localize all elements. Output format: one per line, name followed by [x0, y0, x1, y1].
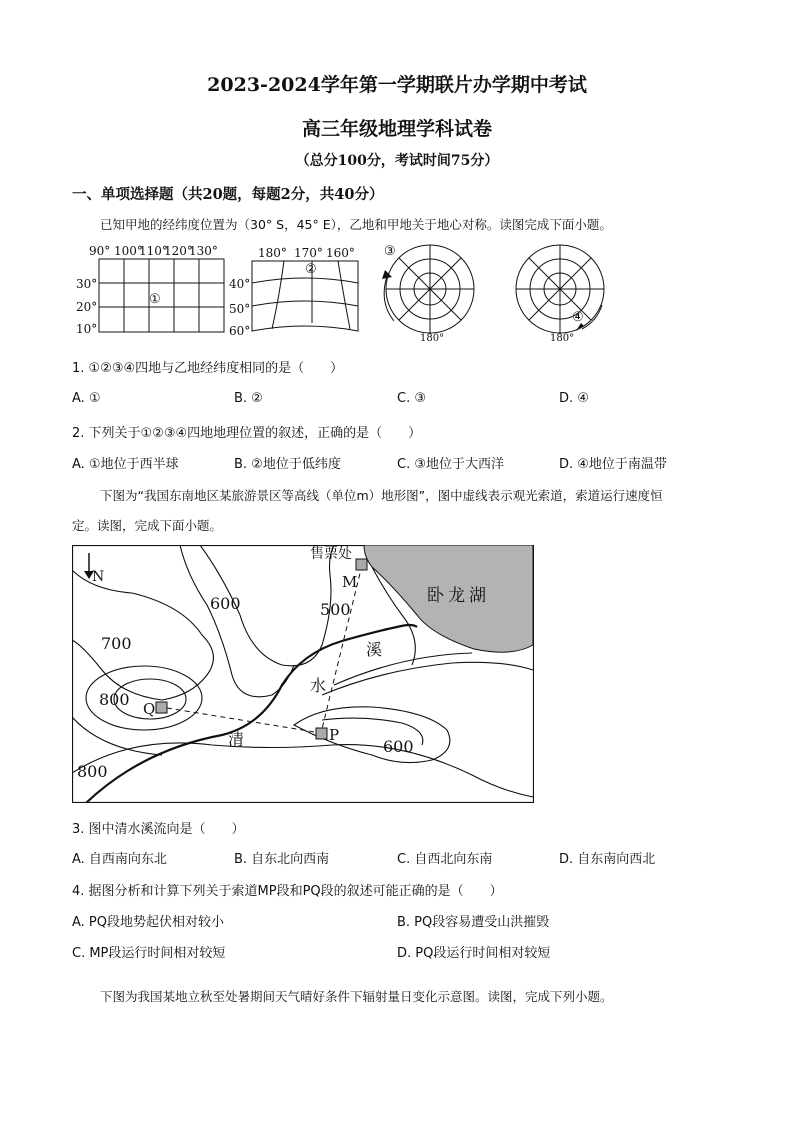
point-q-label: Q: [143, 700, 156, 718]
contour-label: 600: [210, 594, 241, 613]
grid1-top-label: 110°: [139, 244, 168, 258]
north-label: N: [92, 569, 105, 585]
grid1-top-label: 130°: [189, 244, 218, 258]
q1-option-b[interactable]: B. ②: [234, 391, 263, 406]
intro-paragraph-3: 下图为我国某地立秋至处暑期间天气晴好条件下辐射量日变化示意图。读图，完成下列小题。: [100, 989, 613, 1004]
marker-4: ④: [572, 310, 584, 325]
q1-option-a[interactable]: A. ①: [72, 391, 101, 406]
grid1-left-label: 20°: [76, 300, 98, 314]
contour-map: [72, 545, 534, 803]
marker-3: ③: [384, 244, 396, 259]
stream-char-2: 水: [310, 676, 327, 695]
q2-option-a[interactable]: A. ①地位于西半球: [72, 457, 179, 472]
q4-option-d[interactable]: D. PQ段运行时间相对较短: [397, 946, 551, 961]
point-p-label: P: [329, 726, 340, 744]
marker-2: ②: [305, 262, 317, 277]
station-q: [156, 702, 167, 713]
station-m: [356, 559, 367, 570]
contour-label: 800: [99, 690, 130, 709]
grid1-top-label: 100°: [114, 244, 143, 258]
question-2: 2. 下列关于①②③④四地地理位置的叙述，正确的是（ ）: [72, 426, 422, 441]
exam-title: 2023-2024学年第一学期联片办学期中考试: [207, 74, 587, 96]
question-1: 1. ①②③④四地与乙地经纬度相同的是（ ）: [72, 361, 344, 376]
ticket-office-label: 售票处: [310, 546, 352, 562]
point-m-label: M: [342, 573, 358, 591]
grid-map-1: [99, 259, 224, 332]
section-heading: 一、单项选择题（共20题，每题2分，共40分）: [72, 186, 384, 203]
q4-option-b[interactable]: B. PQ段容易遭受山洪摧毁: [397, 915, 550, 930]
grid2-left-label: 40°: [229, 277, 251, 291]
intro-paragraph-2-cont: 定。读图，完成下面小题。: [72, 518, 223, 533]
grid2-top-label: 170°: [294, 246, 323, 260]
contour-label: 700: [101, 634, 132, 653]
polar-map-1: [384, 245, 474, 333]
contour-label: 800: [77, 762, 108, 781]
grid2-top-label: 160°: [326, 246, 355, 260]
contour-label: 600: [383, 737, 414, 756]
lake-label: 卧龙湖: [427, 586, 490, 606]
q1-option-c[interactable]: C. ③: [397, 391, 426, 406]
grid2-left-label: 60°: [229, 324, 251, 338]
question-3: 3. 图中清水溪流向是（ ）: [72, 822, 245, 837]
grid1-top-label: 90°: [89, 244, 111, 258]
station-p: [316, 728, 327, 739]
q2-option-d[interactable]: D. ④地位于南温带: [559, 457, 667, 472]
q4-option-c[interactable]: C. MP段运行时间相对较短: [72, 946, 226, 961]
q3-option-b[interactable]: B. 自东北向西南: [234, 852, 330, 867]
q3-option-d[interactable]: D. 自东南向西北: [559, 852, 656, 867]
grid2-left-label: 50°: [229, 302, 251, 316]
grid1-left-label: 30°: [76, 277, 98, 291]
q3-option-c[interactable]: C. 自西北向东南: [397, 852, 493, 867]
contour-label: 500: [320, 600, 351, 619]
marker-1: ①: [149, 292, 161, 307]
exam-note: （总分100分，考试时间75分）: [295, 153, 499, 169]
grid1-left-label: 10°: [76, 322, 98, 336]
q4-option-a[interactable]: A. PQ段地势起伏相对较小: [72, 915, 225, 930]
q2-option-c[interactable]: C. ③地位于大西洋: [397, 457, 504, 472]
question-4: 4. 据图分析和计算下列关于索道MP段和PQ段的叙述可能正确的是（ ）: [72, 884, 503, 899]
polar2-bottom-label: 180°: [550, 333, 575, 344]
intro-paragraph-1: 已知甲地的经纬度位置为（30° S，45° E），乙地和甲地关于地心对称。读图完成下面小题。: [100, 217, 612, 232]
location-figure: [72, 243, 632, 345]
intro-paragraph-2: 下图为“我国东南地区某旅游景区等高线（单位m）地形图”，图中虚线表示观光索道，索道运行速度恒: [100, 488, 663, 503]
exam-subtitle: 高三年级地理学科试卷: [301, 118, 492, 140]
rotation-arrow-icon: [382, 270, 392, 279]
grid2-top-label: 180°: [258, 246, 287, 260]
stream-char-3: 清: [228, 730, 245, 749]
q2-option-b[interactable]: B. ②地位于低纬度: [234, 457, 341, 472]
grid1-top-label: 120°: [164, 244, 193, 258]
q3-option-a[interactable]: A. 自西南向东北: [72, 852, 167, 867]
polar-map-2: [516, 245, 604, 333]
q1-option-d[interactable]: D. ④: [559, 391, 589, 406]
stream-char-1: 溪: [366, 640, 383, 659]
polar1-bottom-label: 180°: [420, 333, 445, 344]
